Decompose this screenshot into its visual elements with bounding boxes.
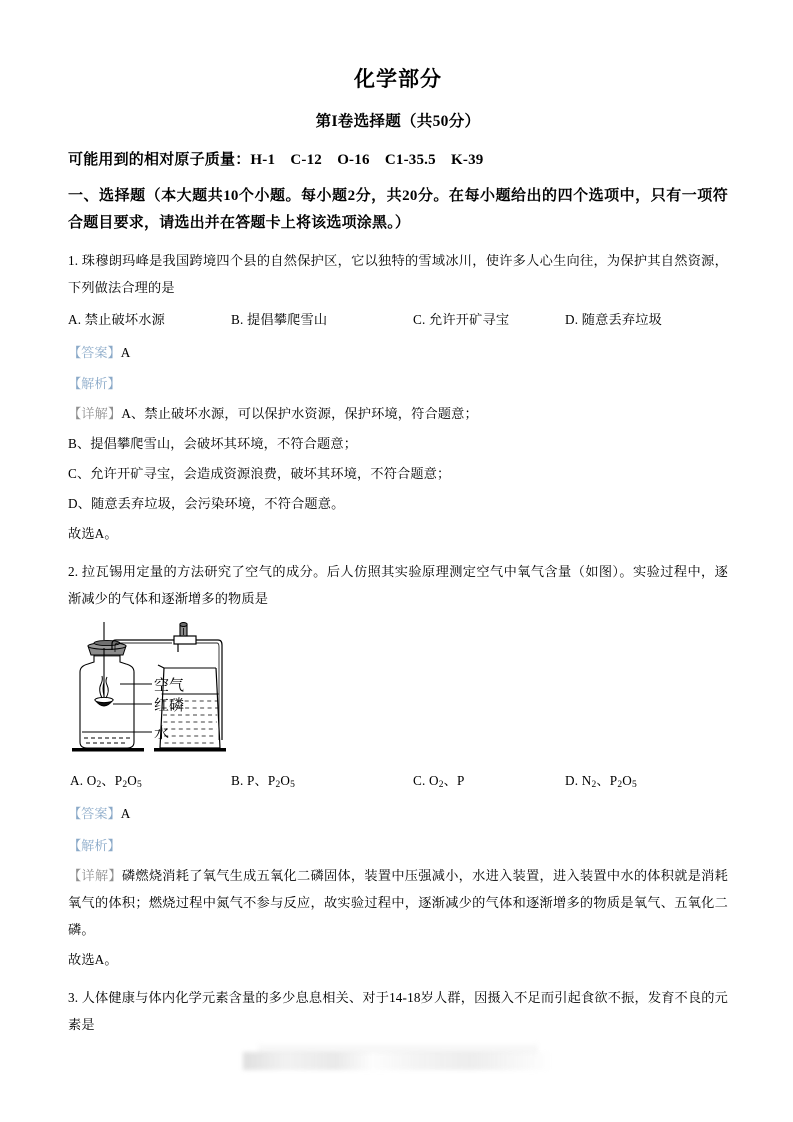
answer-tag: 【答案】 [68, 344, 121, 360]
figure-label-water: 水 [154, 725, 170, 743]
question-1-detail-d: D、随意丢弃垃圾，会污染环境，不符合题意。 [68, 496, 345, 512]
question-1-detail-first [68, 400, 728, 427]
question-1-analysis-tag-line [68, 370, 728, 397]
question-1-options [68, 309, 728, 335]
watermark-blur [243, 1052, 551, 1070]
page-title: 化学部分 [354, 67, 442, 91]
oxygen-content-experiment-diagram [68, 622, 298, 762]
question-2-detail-text: 磷燃烧消耗了氧气生成五氧化二磷固体，装置中压强减小，水进入装置，进入装置中水的体积就是消耗氧气的体积；燃烧过程中氮气不参与反应，故实验过程中，逐渐减少的气体和逐渐增多的物质是氧气、五氧化二磷。 [68, 867, 728, 937]
bench-left [72, 748, 144, 752]
question-2-figure [68, 622, 728, 762]
analysis-tag: 【解析】 [68, 837, 121, 853]
question-1-detail-b: B、提倡攀爬雪山，会破坏其环境，不符合题意； [68, 436, 358, 452]
question-2-conclusion: 故选A。 [68, 951, 118, 967]
question-2-answer-line [68, 800, 728, 827]
question-1-detail-c: C、允许开矿寻宝，会造成资源浪费，破坏其环境，不符合题意； [68, 466, 451, 482]
delivery-tube-right [194, 640, 222, 740]
bottle-water-dashes [84, 738, 130, 743]
question-2-option-a[interactable]: A. $O_2$、$P_2O_5$ [70, 773, 142, 791]
figure-label-air: 空气 [154, 677, 185, 695]
question-2-analysis-tag-line [68, 832, 728, 859]
multiple-choice-section-heading: 一、选择题（本大题共10个小题。每小题2分，共20分。在每小题给出的四个选项中，只有一项符合题目要求，请选出并在答题卡上将该选项涂黑。） [68, 188, 728, 231]
relative-atomic-mass-line: 可能用到的相对原子质量：H-1 C-12 O-16 C1-35.5 K-39 [68, 152, 484, 169]
question-1-answer-line [68, 339, 728, 366]
question-2-answer-value: A [120, 806, 131, 822]
question-2-option-d[interactable]: D. $N_2$、$P_2O_5$ [565, 773, 637, 791]
pinch-clamp [174, 623, 196, 645]
beaker-spout [158, 665, 164, 668]
question-1-option-c[interactable]: C. 允许开矿寻宝 [413, 311, 510, 327]
question-2-stem: 2. 拉瓦锡用定量的方法研究了空气的成分。后人仿照其实验原理测定空气中氧气含量（如图）。实验过程中，逐渐减少的气体和逐渐增多的物质是 [68, 564, 728, 607]
question-2-options [68, 770, 728, 796]
question-1-stem: 1. 珠穆朗玛峰是我国跨境四个县的自然保护区，它以独特的雪域冰川，使许多人心生向往，为保护其自然资源，下列做法合理的是 [68, 252, 728, 295]
detail-tag: 【详解】 [68, 406, 122, 422]
question-1-detail-a: A、禁止破坏水源，可以保护水资源，保护环境，符合题意； [121, 406, 478, 422]
question-2-detail [68, 862, 728, 943]
answer-tag: 【答案】 [68, 806, 121, 822]
question-1-answer-value: A [120, 344, 131, 360]
flame-wisp-2 [106, 677, 108, 698]
section-subtitle: 第I卷选择题（共50分） [315, 113, 481, 131]
bench-right [154, 748, 226, 752]
detail-tag: 【详解】 [68, 867, 122, 883]
question-1-option-b[interactable]: B. 提倡攀爬雪山 [231, 311, 328, 327]
question-1-option-d[interactable]: D. 随意丢弃垃圾 [565, 311, 663, 327]
question-1-conclusion: 故选A。 [68, 526, 118, 542]
question-2-option-b[interactable]: B. P、$P_2O_5$ [231, 773, 296, 791]
page-content [68, 0, 728, 1038]
question-3-stem: 3. 人体健康与体内化学元素含量的多少息息相关、对于14-18岁人群，因摄入不足而引起食欲不振，发育不良的元素是 [68, 989, 728, 1032]
flame-wisp-1 [100, 676, 103, 698]
question-1-option-a[interactable]: A. 禁止破坏水源 [68, 311, 166, 327]
figure-label-red-phosphorus: 红磷 [154, 697, 185, 715]
question-2-option-c[interactable]: C. $O_2$、P [413, 773, 465, 791]
analysis-tag: 【解析】 [68, 375, 121, 391]
